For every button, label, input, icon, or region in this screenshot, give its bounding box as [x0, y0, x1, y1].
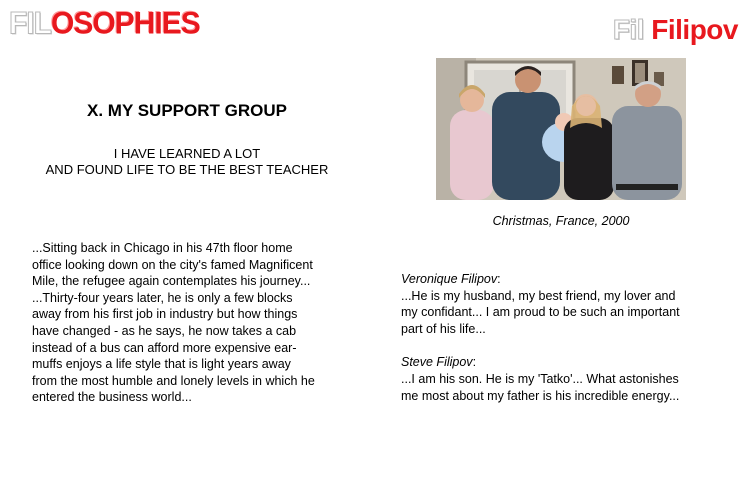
- quote-author: [401, 271, 731, 288]
- quote-author-colon: :: [497, 272, 501, 286]
- quote-author-colon: :: [472, 355, 477, 370]
- section-subtitle: [0, 146, 374, 178]
- quote-line: part of his life...: [401, 321, 486, 336]
- logo-main: OSOPHIES: [51, 6, 200, 41]
- subtitle-line: I HAVE LEARNED A LOT: [113, 146, 261, 161]
- bio-line: ...Thirty-four years later, he is only a few blocks: [32, 290, 293, 305]
- bio-line: from the most humble and lonely levels in which he: [32, 373, 315, 388]
- section-title: X. MY SUPPORT GROUP: [87, 101, 287, 120]
- logo-prefix: Fil: [612, 14, 644, 45]
- logo-prefix: FIL: [9, 6, 51, 41]
- bio-line: Mile, the refugee again contemplates his journey...: [32, 274, 311, 289]
- quote-line: my confidant... I am proud to be such an important: [401, 305, 680, 320]
- logo-main: Filipov: [651, 14, 738, 45]
- photo-caption: Christmas, France, 2000: [492, 214, 630, 228]
- bio-line: have changed - as he says, he now takes a cab: [32, 323, 297, 338]
- bio-line: office looking down on the city's famed Magnificent: [32, 257, 313, 272]
- bio-line: instead of a bus can afford more expensive ear-: [32, 340, 297, 355]
- filipov-logo: [613, 16, 738, 44]
- family-photo: [436, 58, 686, 200]
- quote-author-name: Veronique Filipov: [401, 272, 498, 286]
- quote-line: ...He is my husband, my best friend, my lover and: [401, 288, 676, 303]
- quote-spacer: [401, 337, 731, 354]
- quote-author-name: Steve Filipov: [401, 355, 473, 370]
- quote-author: [401, 354, 731, 371]
- bio-line: ...Sitting back in Chicago in his 47th floor home: [32, 241, 293, 255]
- filosophies-logo: [9, 8, 200, 40]
- quote-line: ...I am his son. He is my 'Tatko'... What astonishes: [401, 371, 679, 386]
- subtitle-line: AND FOUND LIFE TO BE THE BEST TEACHER: [45, 162, 329, 177]
- bio-line: away from his first job in industry but how things: [32, 307, 298, 322]
- bio-line: muffs enjoys a life style that is light years away: [32, 357, 291, 372]
- bio-paragraph: [32, 240, 357, 406]
- quote-line: me most about my father is his incredible energy...: [401, 388, 680, 403]
- bio-line: entered the business world...: [32, 390, 192, 405]
- family-quotes: [401, 271, 731, 404]
